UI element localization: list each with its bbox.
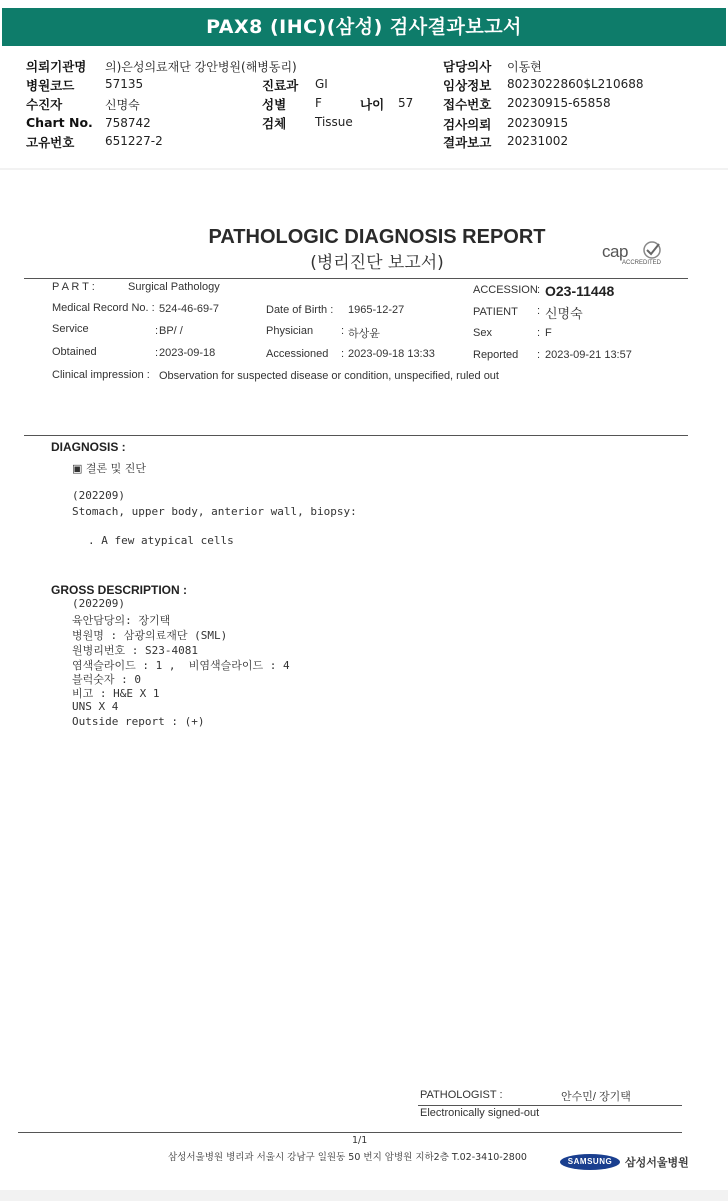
dob-value: 1965-12-27 [348, 304, 405, 316]
clinical-value: Observation for suspected disease or condition, unspecified, ruled out [159, 370, 499, 382]
sex-field-value: F [545, 327, 552, 339]
accession-value: O23-11448 [545, 283, 615, 299]
sign-divider [418, 1105, 682, 1106]
result-date-value: 20231002 [507, 134, 569, 148]
accession-label: ACCESSION [473, 284, 538, 296]
accession-colon: : [537, 284, 541, 296]
reported-label: Reported [473, 349, 519, 361]
sex-value: F [315, 96, 322, 110]
request-date-value: 20230915 [507, 116, 569, 130]
clinical-info-value: 8023022860$L210688 [507, 77, 644, 91]
service-colon: : [155, 325, 159, 337]
accessioned-label: Accessioned [266, 348, 329, 360]
obtained-colon: : [155, 347, 159, 359]
unique-id-label: 고유번호 [26, 135, 75, 150]
cap-accredited-text: ACCREDITED [622, 260, 662, 266]
dob-label: Date of Birth : [266, 304, 334, 316]
gross-line: 원병리번호 : S23-4081 [72, 644, 198, 657]
result-date-label: 결과보고 [443, 135, 492, 150]
accessioned-value: 2023-09-18 13:33 [348, 348, 435, 360]
gross-line: Outside report : (+) [72, 715, 205, 728]
obtained-value: 2023-09-18 [159, 347, 216, 359]
pathologist-label: PATHOLOGIST : [420, 1089, 503, 1101]
physician-colon: : [341, 325, 345, 337]
specimen-label: 검체 [262, 116, 287, 131]
report-subtitle: (병리진단 보고서) [310, 253, 444, 273]
gross-line: 병원명 : 삼광의료재단 (SML) [72, 629, 228, 642]
patient-name-value: 신명숙 [105, 98, 140, 112]
reported-value: 2023-09-21 13:57 [545, 349, 632, 361]
specimen-value: Tissue [315, 115, 353, 129]
patient-name-label: 수진자 [26, 97, 63, 112]
footer-divider [18, 1132, 682, 1133]
sex-label: 성별 [262, 97, 287, 112]
patient-colon: : [537, 305, 541, 317]
mrn-label: Medical Record No. : [52, 302, 155, 314]
part-label: P A R T : [52, 281, 95, 293]
reported-colon: : [537, 349, 541, 361]
checkmark-icon [640, 240, 666, 260]
institution-label: 의뢰기관명 [26, 59, 87, 74]
receipt-no-value: 20230915-65858 [507, 96, 611, 110]
institution-value: 의)은성의료재단 강안병원(해병동리) [105, 60, 297, 74]
signed-out-text: Electronically signed-out [420, 1107, 540, 1119]
footer-address: 삼성서울병원 병리과 서울시 강남구 일원동 50 번지 암병원 지하2층 T.02-3410-2800 [168, 1152, 527, 1163]
service-value: BP/ / [159, 325, 183, 337]
doctor-value: 이동현 [507, 60, 542, 74]
hospital-code-value: 57135 [105, 77, 144, 91]
gross-line: (202209) [72, 597, 125, 610]
hospital-name: 삼성서울병원 [625, 1156, 689, 1169]
diagnosis-title: DIAGNOSIS : [51, 440, 126, 454]
cap-accredited-logo [602, 240, 666, 270]
gross-line: 육안담당의: 장기택 [72, 614, 171, 627]
chart-no-value: 758742 [105, 116, 151, 130]
diagnosis-code: (202209) [72, 489, 125, 502]
receipt-no-label: 접수번호 [443, 97, 492, 112]
divider-mid [24, 435, 688, 436]
mrn-value: 524-46-69-7 [159, 303, 219, 315]
clinical-label: Clinical impression : [52, 369, 150, 381]
gross-line: 블럭숫자 : 0 [72, 673, 141, 686]
divider-top [24, 278, 688, 279]
service-label: Service [52, 323, 89, 335]
unique-id-value: 651227-2 [105, 134, 163, 148]
physician-label: Physician [266, 325, 314, 337]
obtained-label: Obtained [52, 346, 97, 358]
page-title: PAX8 (IHC)(삼성) 검사결과보고서 [2, 8, 726, 46]
part-value: Surgical Pathology [128, 281, 220, 293]
gross-line: 비고 : H&E X 1 [72, 687, 160, 700]
accessioned-colon: : [341, 348, 345, 360]
age-label: 나이 [360, 97, 385, 112]
sex-field-label: Sex [473, 327, 492, 339]
sex-field-colon: : [537, 327, 541, 339]
physician-value: 하상윤 [348, 328, 380, 340]
request-header [0, 50, 728, 168]
samsung-logo: SAMSUNG [560, 1154, 620, 1170]
cap-logo-text: cap [602, 242, 628, 261]
page-number: 1/1 [352, 1135, 368, 1146]
diagnosis-site: Stomach, upper body, anterior wall, biopsy: [72, 505, 357, 518]
diagnosis-finding: . A few atypical cells [88, 534, 234, 547]
hospital-code-label: 병원코드 [26, 78, 75, 93]
pathologist-value: 안수민/ 장기택 [561, 1091, 631, 1103]
report-title: PATHOLOGIC DIAGNOSIS REPORT [208, 226, 546, 248]
request-date-label: 검사의뢰 [443, 117, 492, 132]
patient-value: 신명숙 [545, 306, 583, 321]
age-value: 57 [398, 96, 414, 110]
department-label: 진료과 [262, 78, 299, 93]
top-bar [0, 0, 728, 50]
diagnosis-heading: ▣ 결론 및 진단 [72, 462, 147, 475]
gross-line: 염색슬라이드 : 1 , 비염색슬라이드 : 4 [72, 659, 290, 672]
department-value: GI [315, 77, 328, 91]
patient-label: PATIENT [473, 306, 518, 318]
clinical-info-label: 임상정보 [443, 78, 492, 93]
doctor-label: 담당의사 [443, 59, 492, 74]
report-sheet [0, 170, 728, 1190]
gross-title: GROSS DESCRIPTION : [51, 583, 188, 597]
chart-no-label: Chart No. [26, 115, 93, 130]
gross-line: UNS X 4 [72, 700, 119, 713]
